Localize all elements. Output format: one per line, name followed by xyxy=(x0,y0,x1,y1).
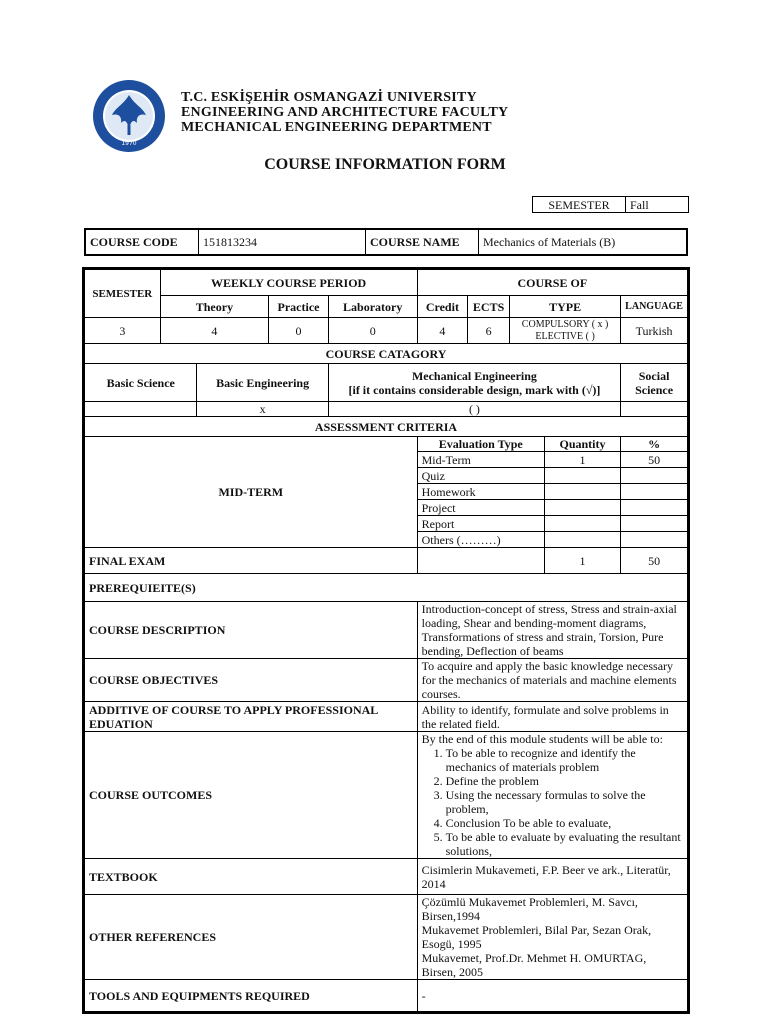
semester-header: SEMESTER xyxy=(85,270,161,318)
eval-row-percent xyxy=(621,484,688,500)
eval-row-type: Homework xyxy=(417,484,544,500)
prerequisites-label: PREREQUIEITE(S) xyxy=(85,574,688,602)
faculty-name: ENGINEERING AND ARCHITECTURE FACULTY xyxy=(181,105,509,120)
mechanical-engineering-label xyxy=(328,364,620,402)
eval-row-type: Quiz xyxy=(417,468,544,484)
textbook-value: Cisimlerin Mukavemeti, F.P. Beer ve ark., Literatür, 2014 xyxy=(417,859,687,895)
eval-row-percent xyxy=(621,516,688,532)
outcomes-intro: By the end of this module students will be able to: xyxy=(421,732,663,746)
type-elective: ELECTIVE ( ) xyxy=(535,330,595,342)
course-outcomes-value xyxy=(417,732,687,859)
outcome-item: 1. To be able to recognize and identify the mechanics of materials problem xyxy=(446,746,683,774)
eval-row-type: Others (………) xyxy=(417,532,544,548)
assessment-header: ASSESSMENT CRITERIA xyxy=(85,417,688,437)
course-outcomes-label: COURSE OUTCOMES xyxy=(85,732,418,859)
basic-engineering-mark: x xyxy=(197,402,328,417)
eval-row-percent xyxy=(621,532,688,548)
other-references-label: OTHER REFERENCES xyxy=(85,895,418,980)
eval-row-quantity xyxy=(544,532,620,548)
ects-value: 6 xyxy=(468,318,510,344)
semester-value: 3 xyxy=(85,318,161,344)
outcome-item: 3. Using the necessary formulas to solve the problem, xyxy=(446,788,683,816)
eval-row-percent: 50 xyxy=(621,452,688,468)
mechanical-engineering-mark: ( ) xyxy=(328,402,620,417)
eval-row-percent xyxy=(621,468,688,484)
theory-header: Theory xyxy=(160,296,269,318)
svg-text:1970: 1970 xyxy=(121,140,137,147)
eval-row-quantity: 1 xyxy=(544,452,620,468)
outcomes-list xyxy=(422,746,683,858)
reference-item: Mukavemet Problemleri, Bilal Par, Sezan Orak, Esogü, 1995 xyxy=(421,923,652,951)
eval-row-quantity xyxy=(544,484,620,500)
course-objectives-label: COURSE OBJECTIVES xyxy=(85,659,418,702)
course-of-header: COURSE OF xyxy=(417,270,687,296)
social-science-mark xyxy=(621,402,688,417)
university-logo xyxy=(92,79,166,153)
type-compulsory: COMPULSORY ( x ) xyxy=(521,318,609,330)
ects-header: ECTS xyxy=(468,296,510,318)
language-value: Turkish xyxy=(621,318,688,344)
eval-row-type: Mid-Term xyxy=(417,452,544,468)
university-name: T.C. ESKİŞEHİR OSMANGAZİ UNIVERSITY xyxy=(181,90,477,105)
reference-item: Mukavemet, Prof.Dr. Mehmet H. OMURTAG, Birsen, 2005 xyxy=(421,951,647,979)
final-exam-type xyxy=(417,548,544,574)
course-code-label: COURSE CODE xyxy=(85,229,199,255)
outcome-item: 2. Define the problem xyxy=(446,774,683,788)
course-type-value xyxy=(510,318,621,344)
mech-eng-note: [if it contains considerable design, mark with (√)] xyxy=(348,382,601,397)
basic-science-mark xyxy=(85,402,197,417)
semester-box xyxy=(532,196,689,213)
eval-row-type: Project xyxy=(417,500,544,516)
outcome-item: 4. Conclusion To be able to evaluate, xyxy=(446,816,683,830)
course-name-value: Mechanics of Materials (B) xyxy=(479,229,688,255)
language-header: LANGUAGE xyxy=(621,296,688,318)
tools-label: TOOLS AND EQUIPMENTS REQUIRED xyxy=(85,980,418,1012)
course-objectives-value: To acquire and apply the basic knowledge necessary for the mechanics of materials and machine elements courses. xyxy=(417,659,687,702)
course-category-header: COURSE CATAGORY xyxy=(85,344,688,364)
percent-header: % xyxy=(621,437,688,452)
evaluation-type-header: Evaluation Type xyxy=(417,437,544,452)
final-exam-percent: 50 xyxy=(621,548,688,574)
semester-box-value: Fall xyxy=(626,197,689,213)
reference-item: Çözümlü Mukavemet Problemleri, M. Savcı, Birsen,1994 xyxy=(421,895,638,923)
outcome-item: 5. To be able to evaluate by evaluating the resultant solutions, xyxy=(446,830,683,858)
course-description-value: Introduction-concept of stress, Stress and strain-axial loading, Shear and bending-moment diagrams, Transformations of stress and strain, Torsion, Pure bending, Deflection of beams xyxy=(417,602,687,659)
final-exam-quantity: 1 xyxy=(544,548,620,574)
type-header: TYPE xyxy=(510,296,621,318)
quantity-header: Quantity xyxy=(544,437,620,452)
course-info-table xyxy=(84,269,688,1012)
textbook-label: TEXTBOOK xyxy=(85,859,418,895)
mech-eng-title: Mechanical Engineering xyxy=(411,368,537,383)
basic-engineering-label: Basic Engineering xyxy=(197,364,328,402)
form-title: COURSE INFORMATION FORM xyxy=(264,156,506,173)
credit-header: Credit xyxy=(417,296,468,318)
laboratory-header: Laboratory xyxy=(328,296,417,318)
eval-row-quantity xyxy=(544,500,620,516)
credit-value: 4 xyxy=(417,318,468,344)
practice-header: Practice xyxy=(269,296,329,318)
additive-value: Ability to identify, formulate and solve problems in the related field. xyxy=(417,702,687,732)
course-code-value: 151813234 xyxy=(199,229,366,255)
eval-row-quantity xyxy=(544,516,620,532)
course-description-label: COURSE DESCRIPTION xyxy=(85,602,418,659)
course-name-label: COURSE NAME xyxy=(366,229,479,255)
other-references-value xyxy=(417,895,687,980)
weekly-period-header: WEEKLY COURSE PERIOD xyxy=(160,270,417,296)
course-id-table xyxy=(84,228,688,256)
tools-value: - xyxy=(417,980,687,1012)
eval-row-quantity xyxy=(544,468,620,484)
additive-label: ADDITIVE OF COURSE TO APPLY PROFESSIONAL EDUATION xyxy=(85,702,418,732)
laboratory-value: 0 xyxy=(328,318,417,344)
practice-value: 0 xyxy=(269,318,329,344)
midterm-label: MID-TERM xyxy=(85,437,418,548)
eval-row-percent xyxy=(621,500,688,516)
social-science-label: Social Science xyxy=(621,364,688,402)
basic-science-label: Basic Science xyxy=(85,364,197,402)
department-name: MECHANICAL ENGINEERING DEPARTMENT xyxy=(181,120,492,135)
eval-row-type: Report xyxy=(417,516,544,532)
theory-value: 4 xyxy=(160,318,269,344)
semester-box-label: SEMESTER xyxy=(533,197,626,213)
final-exam-label: FINAL EXAM xyxy=(85,548,418,574)
